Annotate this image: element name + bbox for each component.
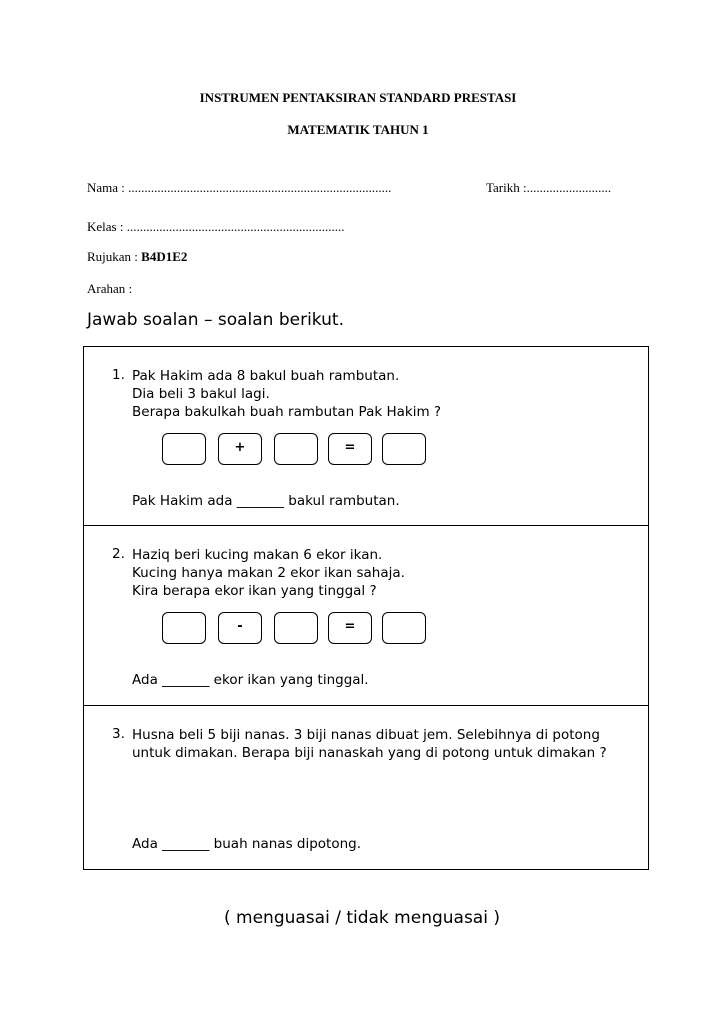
- question-box-1: [83, 346, 649, 526]
- document-subtitle: MATEMATIK TAHUN 1: [287, 122, 429, 137]
- question-text: [132, 546, 405, 600]
- tarikh-field: Tarikh :..........................: [486, 180, 612, 195]
- equals-box: =: [328, 433, 372, 465]
- operator-box: -: [218, 612, 262, 644]
- equals-box: =: [328, 612, 372, 644]
- question-line: Pak Hakim ada 8 bakul buah rambutan.: [132, 368, 400, 384]
- document-title: INSTRUMEN PENTAKSIRAN STANDARD PRESTASI: [199, 90, 517, 105]
- equation-row: [162, 433, 502, 467]
- answer-sentence: Ada _______ buah nanas dipotong.: [132, 836, 362, 852]
- question-number: 1.: [112, 367, 125, 383]
- equation-row: [162, 612, 502, 646]
- question-text: [132, 367, 441, 421]
- answer-box[interactable]: [162, 433, 206, 465]
- question-line: Berapa bakulkah buah rambutan Pak Hakim ?: [132, 404, 442, 420]
- rujukan-label: Rujukan :: [87, 249, 142, 264]
- question-line: Haziq beri kucing makan 6 ekor ikan.: [132, 547, 383, 563]
- question-line: Kira berapa ekor ikan yang tinggal ?: [132, 583, 377, 599]
- question-line: Kucing hanya makan 2 ekor ikan sahaja.: [132, 565, 405, 581]
- answer-box[interactable]: [274, 433, 318, 465]
- question-number: 3.: [112, 726, 125, 742]
- arahan-field: Arahan :: [87, 281, 133, 296]
- instruction-text: Jawab soalan – soalan berikut.: [87, 310, 344, 330]
- question-box-2: [83, 526, 649, 706]
- answer-box[interactable]: [162, 612, 206, 644]
- answer-box[interactable]: [382, 612, 426, 644]
- question-line: Dia beli 3 bakul lagi.: [132, 386, 270, 402]
- answer-sentence: Pak Hakim ada _______ bakul rambutan.: [132, 493, 400, 509]
- question-number: 2.: [112, 546, 125, 562]
- mastery-text: ( menguasai / tidak menguasai ): [223, 908, 500, 928]
- question-line: Husna beli 5 biji nanas. 3 biji nanas dibuat jem. Selebihnya di potong: [132, 727, 600, 743]
- question-box-3: [83, 706, 649, 870]
- answer-box[interactable]: [274, 612, 318, 644]
- nama-field: Nama : .................................................................................: [87, 180, 392, 195]
- mastery-footer: [0, 908, 728, 928]
- rujukan-code: B4D1E2: [141, 249, 188, 264]
- answer-sentence: Ada _______ ekor ikan yang tinggal.: [132, 672, 369, 688]
- question-text: [132, 726, 607, 762]
- rujukan-field: [87, 249, 187, 265]
- question-line: untuk dimakan. Berapa biji nanaskah yang di potong untuk dimakan ?: [132, 745, 607, 761]
- operator-box: +: [218, 433, 262, 465]
- kelas-field: Kelas : ...................................................................: [87, 219, 345, 234]
- answer-box[interactable]: [382, 433, 426, 465]
